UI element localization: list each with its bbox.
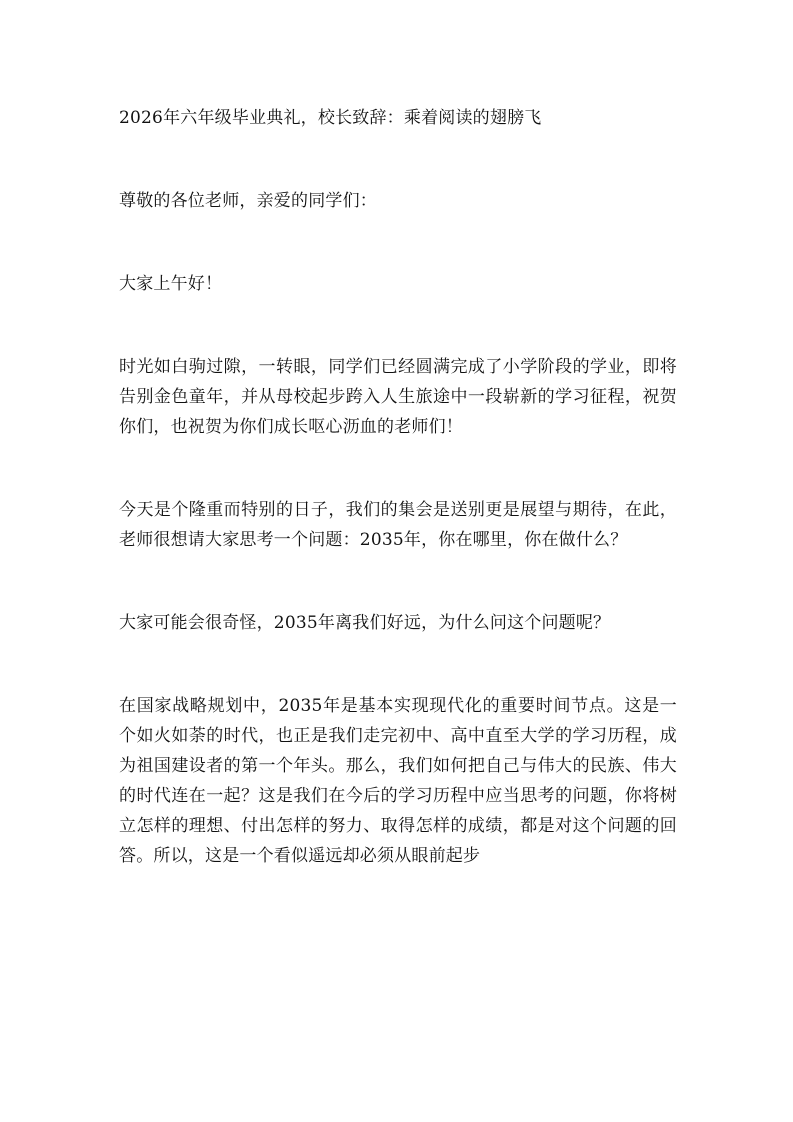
document-body (119, 103, 677, 871)
document-title: 2026年六年级毕业典礼，校长致辞：乘着阅读的翅膀飞 (119, 108, 542, 128)
body-paragraph-3: 大家可能会很奇怪，2035年离我们好远，为什么问这个问题呢？ (119, 613, 611, 633)
body-paragraph-1: 时光如白驹过隙，一转眼，同学们已经圆满完成了小学阶段的学业，即将告别金色童年，并从母校起步跨入人生旅途中一段崭新的学习征程，祝贺你们，也祝贺为你们成长呕心沥血的老师们！ (119, 357, 677, 437)
body-paragraph-4: 在国家战略规划中，2035年是基本实现现代化的重要时间节点。这是一个如火如荼的时代，也正是我们走完初中、高中直至大学的学习历程，成为祖国建设者的第一个年头。那么，我们如何把自己与伟大的民族、伟大的时代连在一起？这是我们在今后的学习历程中应当思考的问题，你将树立怎样的理想、付出怎样的努力、取得怎样的成绩，都是对这个问题的回答。所以，这是一个看似遥远却必须从眼前起步 (119, 696, 677, 866)
body-paragraph-2: 今天是个隆重而特别的日子，我们的集会是送别更是展望与期待，在此，老师很想请大家思考一个问题：2035年，你在哪里，你在做什么？ (119, 500, 677, 550)
salutation-paragraph: 尊敬的各位老师，亲爱的同学们： (119, 191, 377, 211)
greeting-paragraph: 大家上午好！ (119, 274, 223, 294)
